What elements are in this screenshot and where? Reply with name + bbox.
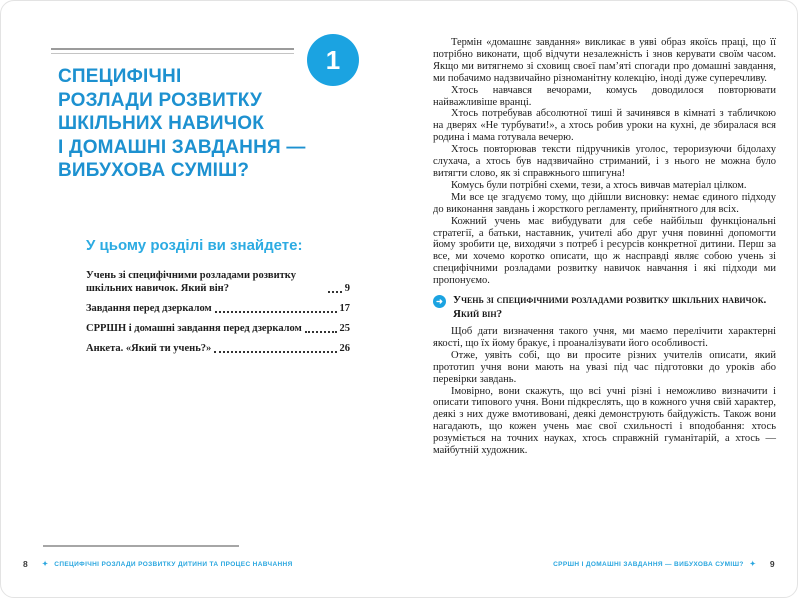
- running-title: СПЕЦИФІЧНІ РОЗЛАДИ РОЗВИТКУ ДИТИНИ ТА ПРОЦЕС НАВЧАННЯ: [54, 560, 293, 568]
- toc-item-page: 9: [344, 283, 350, 294]
- chapter-title-line: РОЗЛАДИ РОЗВИТКУ: [58, 89, 263, 111]
- chapter-title: [58, 65, 363, 183]
- right-page-footer: [553, 559, 775, 569]
- subheading-text: Учень зі специфічними розладами розвитку шкільних навичок. Який він?: [453, 294, 767, 320]
- toc-dot-leader: [328, 291, 342, 293]
- chapter-title-line: ВИБУХОВА СУМІШ?: [58, 160, 250, 181]
- toc-heading: У цьому розділі ви знайдете:: [86, 237, 303, 254]
- paragraph: Кожний учень має вибудувати для себе найбільш функціональні стратегії, а батьки, наставник, учителі або друг учня повинні допомогти йому зробити це, виходячи з потреб і ресурсів конкретної дитини. Перш за все, ми хочемо коротко описати, що ж насправді являє собою учень зі специфічними розладами розвитку навичок навчання і які підходи ми пропонуємо.: [433, 215, 776, 287]
- toc-item-page: 26: [339, 343, 350, 354]
- paragraph: Хтось потребував абсолютної тиші й зачинявся в кімнаті з табличкою на дверях «Не турбувати!», а хтось робив уроки на кухні, де збиралася вся родина і мама готувала вечерю.: [433, 108, 776, 144]
- chapter-title-line: СПЕЦИФІЧНІ: [58, 66, 182, 87]
- page-number: 8: [23, 559, 29, 569]
- toc-dot-leader: [214, 351, 336, 353]
- chapter-toc: [86, 237, 350, 362]
- footer-rule: [43, 545, 239, 547]
- paragraph: Хтось повторював тексти підручників уголос, тероризуючи бідолаху слухача, а хтось був надзвичайно стриманий, і з нього не можна було витягти слово, як зі справжнього шпигуна!: [433, 144, 776, 179]
- paragraph: Щоб дати визначення такого учня, ми маємо перелічити характерні якості, що їх йому бракує, і проаналізувати його особливості.: [433, 326, 776, 349]
- decorative-double-rule: [51, 48, 294, 54]
- toc-item-page: 25: [339, 323, 350, 334]
- toc-item-page: 17: [339, 303, 350, 314]
- toc-item: [86, 269, 350, 295]
- chapter-number: 1: [325, 44, 341, 75]
- arrow-circle-icon: ➜: [433, 295, 446, 308]
- body-text: [433, 37, 776, 457]
- toc-item: [86, 342, 350, 355]
- section-subheading: [433, 294, 776, 321]
- paragraph: Отже, уявіть собі, що ви просите різних учителів описати, який прототип учня вони мають на увазі під час підготовки до уроків або перевірки завдань.: [433, 349, 776, 385]
- toc-dot-leader: [305, 331, 337, 333]
- toc-item-label: СРРШН і домашні завдання перед дзеркалом: [86, 323, 302, 334]
- chapter-title-line: І ДОМАШНІ ЗАВДАННЯ —: [58, 136, 306, 158]
- toc-dot-leader: [215, 311, 337, 313]
- toc-item-label: Учень зі специфічними розладами розвитку шкільних навичок. Який він?: [86, 270, 296, 294]
- paragraph: Хтось навчався вечорами, комусь доводилося повторювати найважливіше вранці.: [433, 84, 776, 108]
- paragraph: Імовірно, вони скажуть, що всі учні різні і неможливо визначити і описати типового учня. Вони підкреслять, що в кожного учня свій характер, деякі з них дуже вмотивовані, деякі демонструють байдужість. Також вони нагадають, що кожен учень має свої схильності і вподобання: хтось розуміється на точних науках, хтось справжній гуманітарій, а хтось — майбутній художник.: [433, 385, 776, 457]
- diamond-icon: ✦: [749, 561, 756, 568]
- paragraph: Термін «домашнє завдання» викликає в уяві образ якоїсь праці, що її потрібно виконати, щоб відчути незалежність і знов керувати своїм часом. Якщо ми витягнемо зі сховищ своєї пам’яті спогади про домашні завдання, ми побачимо надзвичайно різноманітну колекцію, іноді дуже суперечливу.: [433, 37, 776, 84]
- chapter-title-line: ШКІЛЬНИХ НАВИЧОК: [58, 113, 265, 134]
- paragraph: Комусь були потрібні схеми, тези, а хтось вивчав матеріал цілком.: [451, 179, 747, 191]
- diamond-icon: ✦: [42, 561, 49, 568]
- toc-item: [86, 302, 350, 315]
- paragraph: Ми все це згадуємо тому, що дійшли висновку: немає єдиного підходу до виконання завдань і жорсткого регламенту, прийнятного для всіх.: [433, 191, 776, 215]
- toc-item-label: Завдання перед дзеркалом: [86, 303, 212, 314]
- page-number: 9: [769, 559, 775, 569]
- toc-item: [86, 322, 350, 335]
- left-page-footer: [23, 559, 293, 569]
- toc-item-label: Анкета. «Який ти учень?»: [86, 343, 212, 354]
- running-title: СРРШН І ДОМАШНІ ЗАВДАННЯ — ВИБУХОВА СУМІШ?: [553, 560, 744, 568]
